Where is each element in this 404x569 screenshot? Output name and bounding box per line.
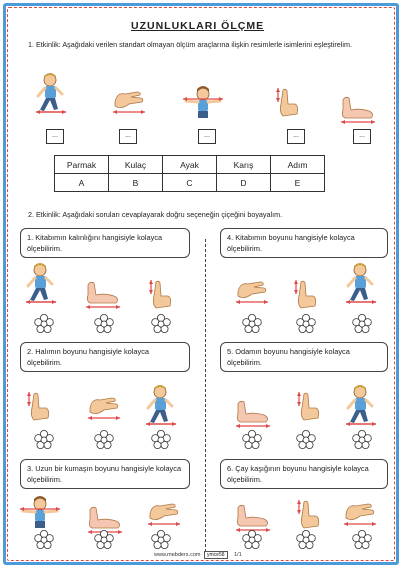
flower-option-icon[interactable] [94, 530, 114, 550]
question-5: 5. Odamın boyunu hangisiyle kolayca ölçebilirim. [220, 342, 388, 372]
walking-boy-icon [36, 72, 70, 116]
finger-icon [146, 278, 174, 310]
flower-option-icon[interactable] [151, 530, 171, 550]
foot-icon [339, 94, 377, 124]
foot-icon [84, 279, 122, 309]
flower-option-icon[interactable] [352, 430, 372, 450]
finger-icon [291, 278, 319, 310]
answer-box-3[interactable]: ... [198, 129, 216, 144]
answer-box-2[interactable]: ... [119, 129, 137, 144]
question-6: 6. Çay kaşığının boyunu hangisiyle kolayca ölçebilirim. [220, 459, 388, 489]
key-header: Karış [217, 156, 271, 174]
answer-box-5[interactable]: ... [353, 129, 371, 144]
page-title: UZUNLUKLARI ÖLÇME [131, 20, 265, 32]
question-1: 1. Kitabımın kalınlığını hangisiyle kolayca ölçebilirim. [20, 228, 190, 258]
finger-icon [294, 498, 322, 530]
walking-boy-icon [346, 384, 380, 428]
flower-option-icon[interactable] [296, 530, 316, 550]
key-letter: D [217, 174, 271, 192]
outstretched-arms-boy-icon [20, 496, 62, 530]
finger-icon [294, 390, 322, 422]
flower-option-icon[interactable] [34, 314, 54, 334]
flower-option-icon[interactable] [352, 314, 372, 334]
question-4: 4. Kitabımın boyunu hangisiyle kolayca ölçebilirim. [220, 228, 388, 258]
key-table-header-row [55, 156, 325, 174]
key-table [54, 155, 325, 192]
hand-span-icon [111, 88, 147, 116]
flower-option-icon[interactable] [94, 430, 114, 450]
answer-box-4[interactable]: ... [287, 129, 305, 144]
hand-span-icon [234, 278, 270, 306]
flower-option-icon[interactable] [296, 314, 316, 334]
key-header: Adım [271, 156, 325, 174]
key-letter: E [271, 174, 325, 192]
flower-option-icon[interactable] [242, 314, 262, 334]
flower-option-icon[interactable] [151, 430, 171, 450]
finger-icon [273, 86, 301, 118]
flower-option-icon[interactable] [34, 530, 54, 550]
flower-option-icon[interactable] [296, 430, 316, 450]
walking-boy-icon [26, 262, 60, 306]
flower-option-icon[interactable] [94, 314, 114, 334]
key-letter: C [163, 174, 217, 192]
key-header: Kulaç [109, 156, 163, 174]
foot-icon [234, 502, 272, 532]
question-2: 2. Halımın boyunu hangisiyle kolayca ölçebilirim. [20, 342, 190, 372]
hand-span-icon [86, 394, 122, 422]
hand-span-icon [342, 500, 378, 528]
foot-icon [234, 398, 272, 428]
key-header: Ayak [163, 156, 217, 174]
walking-boy-icon [146, 384, 180, 428]
answer-box-1[interactable]: ... [46, 129, 64, 144]
flower-option-icon[interactable] [352, 530, 372, 550]
flower-option-icon[interactable] [242, 530, 262, 550]
outstretched-arms-boy-icon [183, 86, 225, 120]
flower-option-icon[interactable] [242, 430, 262, 450]
footer-site: www.mebders.com [154, 552, 201, 558]
key-letter: B [109, 174, 163, 192]
footer-page: 1/1 [234, 552, 242, 558]
flower-option-icon[interactable] [34, 430, 54, 450]
activity1-instruction: 1. Etkinlik: Aşağıdaki verilen standart olmayan ölçüm araçlarına ilişkin resimlerle isimlerini eşleştirelim. [28, 40, 352, 49]
key-letter: A [55, 174, 109, 192]
key-header: Parmak [55, 156, 109, 174]
finger-icon [24, 390, 52, 422]
activity2-instruction: 2. Etkinlik: Aşağıdaki soruları cevaplayarak doğru seçeneğin çiçeğini boyayalım. [28, 210, 283, 219]
footer-badge: ymce58 [204, 551, 228, 559]
walking-boy-icon [346, 262, 380, 306]
hand-span-icon [146, 500, 182, 528]
worksheet [3, 3, 399, 565]
column-divider [205, 239, 206, 557]
key-table-letter-row [55, 174, 325, 192]
question-3: 3. Uzun bir kumaşın boyunu hangisiyle kolayca ölçebilirim. [20, 459, 190, 489]
flower-option-icon[interactable] [151, 314, 171, 334]
